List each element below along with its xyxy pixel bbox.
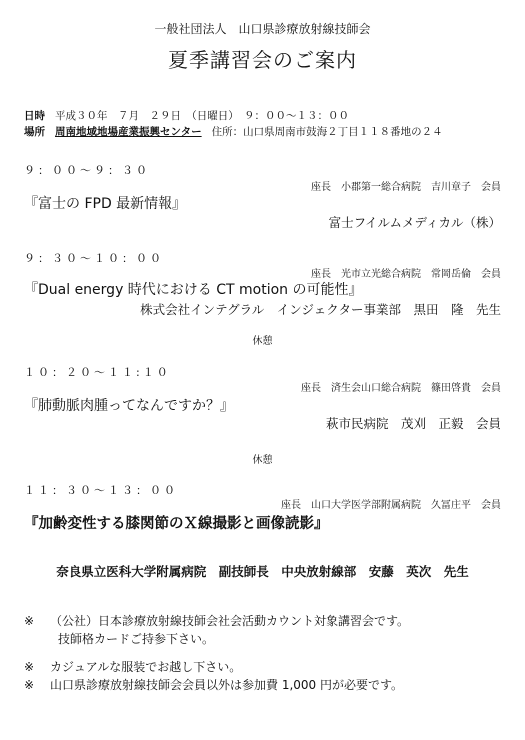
organization-name: 一般社団法人 山口県診療放射線技師会 [154,22,371,36]
session-1-speaker: 富士フイルムメディカル（株） [328,215,501,230]
place-line [24,124,443,139]
page-title: 夏季講習会のご案内 [168,48,357,72]
session-2-topic: 『Dual energy 時代における CT motion の可能性』 [24,282,363,298]
note-3 [24,676,403,693]
session-4-topic: 『加齢変性する膝関節のＸ線撮影と画像読影』 [24,516,329,532]
session-4-chair: 座長 山口大学医学部附属病院 久冨庄平 会員 [281,500,501,511]
note-1 [24,612,409,629]
date-label: 日時 [24,110,45,122]
note-2-text: カジュアルな服装でお越し下さい。 [50,660,242,674]
break-2: 休憩 [252,455,273,466]
note-1-line-2: 技師格カードご持参下さい。 [58,632,215,646]
note-1-line-1: （公社）日本診療放射線技師会社会活動カウント対象講習会です。 [50,614,410,628]
session-3-time: １０：２０～１１:１０ [24,366,171,379]
session-1-topic: 『富士の FPD 最新情報』 [24,196,187,212]
session-2-chair: 座長 光市立光総合病院 常岡岳倫 会員 [311,269,501,280]
session-3-chair: 座長 済生会山口総合病院 篠田啓貴 会員 [301,383,501,394]
session-1-time: ９：００～９：３０ [24,164,150,177]
place-label: 場所 [24,126,45,138]
session-2-speaker: 株式会社インテグラル インジェクター事業部 黒田 隆 先生 [140,302,501,317]
note-2 [24,658,241,675]
note-2-mark: ※ [24,660,35,674]
note-3-mark: ※ [24,678,35,692]
session-3-speaker: 萩市民病院 茂刈 正毅 会員 [325,416,501,431]
note-1-mark: ※ [24,614,35,628]
session-4-speaker: 奈良県立医科大学附属病院 副技師長 中央放射線部 安藤 英次 先生 [56,564,469,579]
break-1: 休憩 [252,336,273,347]
session-3-topic: 『肺動脈肉腫ってなんですか？』 [24,398,234,414]
date-value: 平成３０年 ７月 ２９日 （日曜日） ９：００～１３：００ [55,110,350,122]
date-line [24,108,349,123]
note-3-text: 山口県診療放射線技師会会員以外は参加費 1,000 円が必要です。 [50,678,404,692]
session-2-time: ９：３０～１０：００ [24,252,164,265]
venue-address: 住所：山口県周南市鼓海２丁目１１８番地の２４ [211,126,443,138]
session-4-time: １１：３０～１３：００ [24,484,178,497]
session-1-chair: 座長 小郡第一総合病院 吉川章子 会員 [311,182,501,193]
venue-name: 周南地域地場産業振興センター [55,126,202,138]
